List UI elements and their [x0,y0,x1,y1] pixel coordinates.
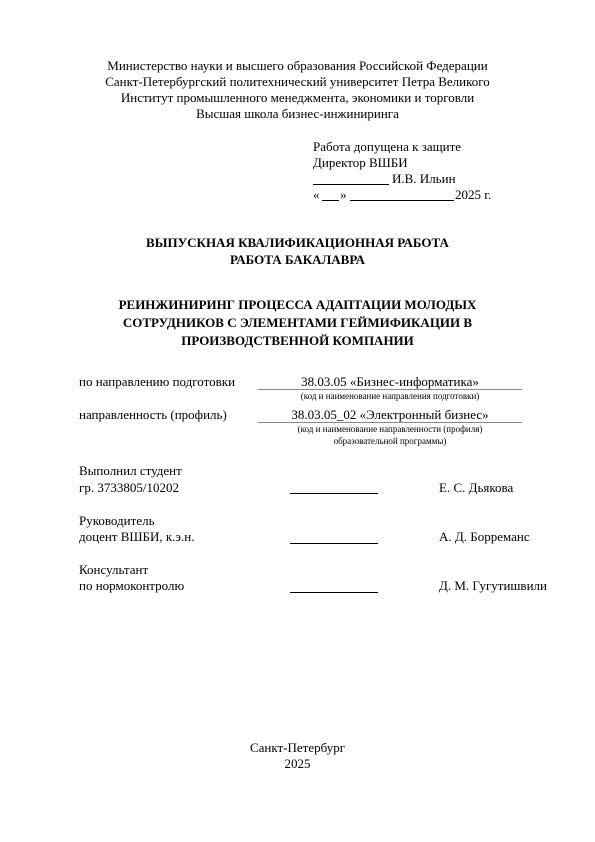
supervisor-name: А. Д. Борреманс [439,529,530,544]
approval-director: Директор ВШБИ [313,155,408,170]
date-month-line [350,200,454,201]
consultant-name: Д. М. Гугутишвили [439,578,547,593]
school-line: Высшая школа бизнес-инжиниринга [196,106,399,121]
approval-date-close-quote: » [340,187,347,202]
consultant-signature-line [290,592,378,593]
direction-caption: (код и наименование направления подготовки) [300,391,480,401]
student-name: Е. С. Дьякова [439,480,514,495]
profile-value: 38.03.05_02 «Электронный бизнес» [291,407,489,422]
footer-city: Санкт-Петербург [249,740,346,755]
consultant-role: Консультант [79,562,149,577]
supervisor-role: Руководитель [79,513,155,528]
ministry-line: Министерство науки и высшего образования Российской Федерации [107,58,488,73]
supervisor-signature-line [290,543,378,544]
profile-label: направленность (профиль) [79,407,227,422]
director-signature-line [313,184,389,185]
profile-caption-line-1: (код и наименование направленности (профиля) [297,424,483,434]
profile-caption-line-2: образовательной программы) [333,436,447,446]
director-name: И.В. Ильин [392,171,456,186]
footer-year: 2025 [284,756,311,771]
supervisor-position: доцент ВШБИ, к.э.н. [79,529,195,544]
university-line: Санкт-Петербургский политехнический университет Петра Великого [105,74,490,89]
direction-underline [258,389,522,390]
student-group: гр. 3733805/10202 [79,480,179,495]
topic-line-1: РЕИНЖИНИРИНГ ПРОЦЕССА АДАПТАЦИИ МОЛОДЫХ [118,297,477,312]
direction-value: 38.03.05 «Бизнес-информатика» [301,374,479,389]
work-type-subtitle: РАБОТА БАКАЛАВРА [230,252,365,267]
student-role: Выполнил студент [79,463,182,478]
topic-line-2: СОТРУДНИКОВ С ЭЛЕМЕНТАМИ ГЕЙМИФИКАЦИИ В [122,315,473,330]
approval-year: 2025 г. [455,187,492,202]
direction-label: по направлению подготовки [79,374,236,389]
approval-date-open-quote: « [313,187,320,202]
topic-line-3: ПРОИЗВОДСТВЕННОЙ КОМПАНИИ [181,333,414,348]
work-type-title: ВЫПУСКНАЯ КВАЛИФИКАЦИОННАЯ РАБОТА [146,235,449,250]
approval-title: Работа допущена к защите [313,139,462,154]
consultant-position: по нормоконтролю [79,578,185,593]
profile-underline [258,422,522,423]
student-signature-line [290,493,378,494]
date-day-line [322,200,339,201]
institute-line: Институт промышленного менеджмента, экономики и торговли [120,90,475,105]
